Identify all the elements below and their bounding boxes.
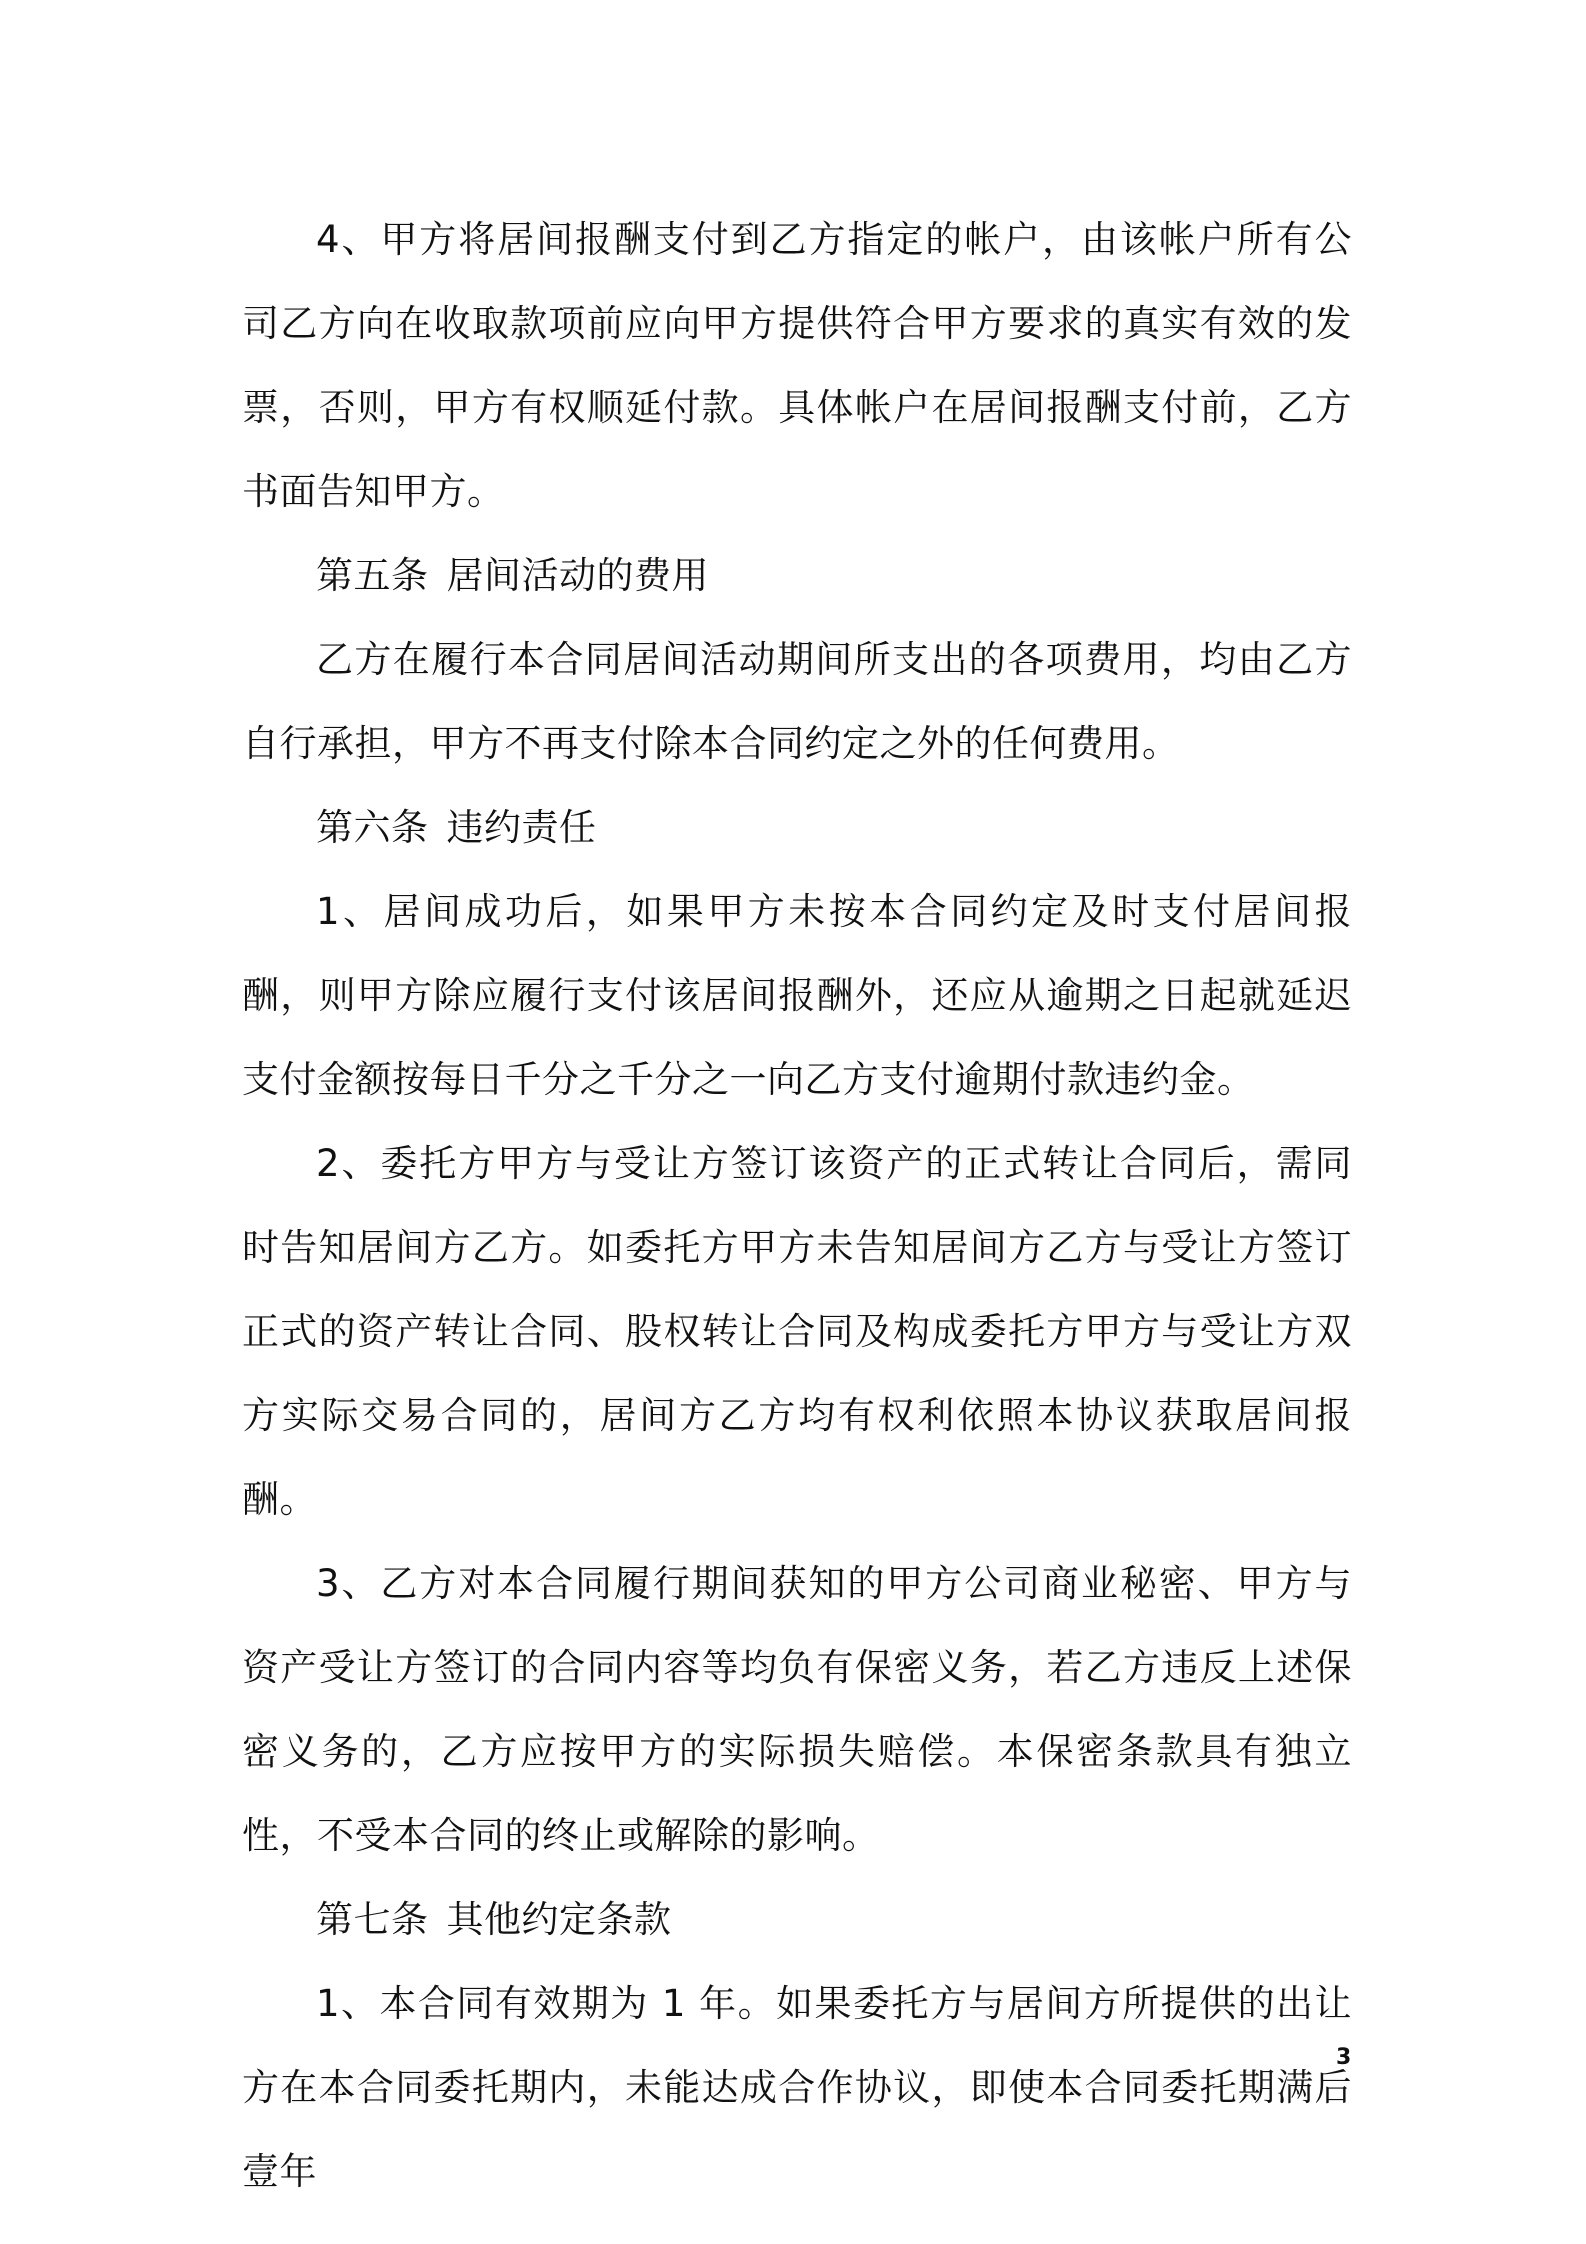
page-number: 3 — [1336, 2045, 1352, 2070]
paragraph-liability-1: 1、居间成功后，如果甲方未按本合同约定及时支付居间报酬，则甲方除应履行支付该居间报酬外，还应从逾期之日起就延迟支付金额按每日千分之千分之一向乙方支付逾期付款违约金。 — [242, 890, 1352, 1101]
paragraph-expenses: 乙方在履行本合同居间活动期间所支出的各项费用，均由乙方自行承担，甲方不再支付除本合同约定之外的任何费用。 — [242, 638, 1352, 765]
article-5-number: 第五条 — [316, 554, 429, 597]
document-body — [242, 198, 1352, 2214]
article-7-heading — [242, 1878, 1352, 1962]
article-5-heading — [242, 534, 1352, 618]
paragraph-clause-4-payment: 4、甲方将居间报酬支付到乙方指定的帐户，由该帐户所有公司乙方向在收取款项前应向甲方提供符合甲方要求的真实有效的发票，否则，甲方有权顺延付款。具体帐户在居间报酬支付前，乙方书面告知甲方。 — [242, 218, 1352, 513]
paragraph-liability-3: 3、乙方对本合同履行期间获知的甲方公司商业秘密、甲方与资产受让方签订的合同内容等均负有保密义务，若乙方违反上述保密义务的，乙方应按甲方的实际损失赔偿。本保密条款具有独立性，不受本合同的终止或解除的影响。 — [242, 1562, 1352, 1857]
article-7-number: 第七条 — [316, 1898, 429, 1941]
article-6-title: 违约责任 — [446, 806, 597, 849]
article-7-title: 其他约定条款 — [446, 1898, 672, 1941]
article-5-title: 居间活动的费用 — [446, 554, 709, 597]
article-6-heading — [242, 786, 1352, 870]
article-6-number: 第六条 — [316, 806, 429, 849]
paragraph-other-1: 1、本合同有效期为 1 年。如果委托方与居间方所提供的出让方在本合同委托期内，未能达成合作协议，即使本合同委托期满后壹年 — [242, 1982, 1352, 2193]
paragraph-liability-2: 2、委托方甲方与受让方签订该资产的正式转让合同后，需同时告知居间方乙方。如委托方甲方未告知居间方乙方与受让方签订正式的资产转让合同、股权转让合同及构成委托方甲方与受让方双方实际交易合同的，居间方乙方均有权利依照本协议获取居间报酬。 — [242, 1142, 1352, 1521]
